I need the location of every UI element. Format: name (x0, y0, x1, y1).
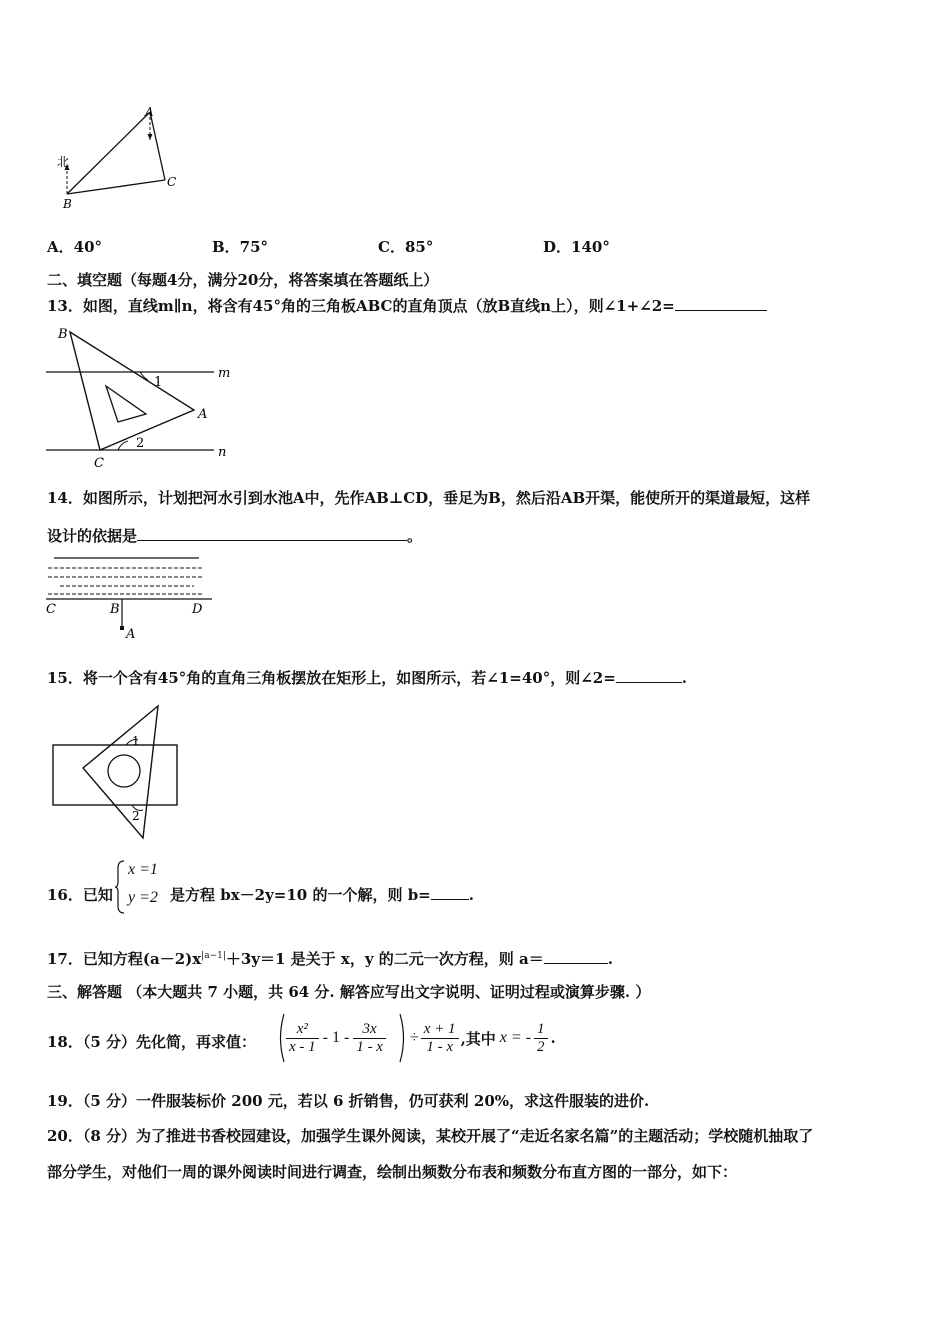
q14-stem-end: 设计的依据是 (47, 527, 138, 545)
q17-period: . (607, 950, 613, 968)
q13-label-a: A (198, 407, 208, 422)
q14-answer-blank (137, 526, 407, 541)
q18-divide: ÷ (410, 1029, 419, 1046)
q12-label-a: A (145, 105, 154, 119)
q14-label-a: A (126, 627, 136, 642)
q18-period: . (550, 1029, 556, 1047)
q20-line-2: 部分学生，对他们一周的课外阅读时间进行调查，绘制出频数分布表和频数分布直方图的一部分，如下： (47, 1163, 738, 1181)
q12-label-north: 北 (57, 155, 70, 169)
q18-expression-2 (410, 1012, 556, 1064)
q14-figure (44, 550, 219, 642)
q18-frac-3-den: 1 - x (426, 1038, 453, 1055)
q13-label-c: C (94, 456, 104, 470)
q13-label-m: m (218, 366, 231, 381)
q16-period: . (468, 886, 474, 904)
q18-frac-3-num: x + 1 (421, 1021, 459, 1039)
q16-prefix: 16．已知 (47, 886, 113, 904)
q12-label-c: C (167, 175, 177, 189)
q17-answer-blank (544, 949, 608, 964)
q18-frac-2-num: 3x (353, 1021, 386, 1039)
q15-label-1: 1 (132, 734, 140, 748)
q18-x-equals: x = - (499, 1029, 532, 1046)
q17-text (47, 946, 613, 969)
q15-answer-blank (616, 668, 682, 683)
q12-figure (55, 102, 185, 214)
q17-stem-b: ＋3y＝1 是关于 x，y 的二元一次方程，则 a＝ (225, 950, 544, 968)
q16-system-eq2: y =2 (128, 889, 158, 906)
q12-option-d: D．140° (543, 238, 610, 256)
q13-label-1: 1 (154, 375, 163, 390)
q18-frac-1 (286, 1021, 319, 1056)
q12-label-b: B (63, 197, 72, 211)
q13-label-b: B (58, 327, 68, 342)
q15-label-2: 2 (132, 809, 140, 823)
q15-stem: 15．将一个含有45°角的直角三角板摆放在矩形上，如图所示，若∠1=40°，则∠2= (47, 669, 616, 687)
q18-frac-3 (421, 1021, 459, 1056)
q16-left-brace (114, 860, 126, 914)
q15-period: . (681, 669, 688, 687)
q13-stem: 13．如图，直线m∥n，将含有45°角的三角板ABC的直角顶点（放B直线n上），则∠1+∠2= (47, 297, 675, 315)
q14-line-2 (47, 526, 422, 546)
q15-text (47, 668, 687, 688)
q18-left-paren (276, 1012, 286, 1064)
q18-minus-one: - 1 - (322, 1029, 350, 1046)
q14-period: 。 (407, 527, 423, 545)
q20-line-1: 20．（8 分）为了推进书香校园建设，加强学生课外阅读，某校开展了“走近名家名篇”的主题活动；学校随机抽取了 (47, 1127, 814, 1145)
q18-mid: ,其中 (460, 1029, 496, 1048)
q18-frac-4-den: 2 (537, 1038, 545, 1055)
q14-line-1: 14．如图所示，计划把河水引到水池A中，先作AB⊥CD，垂足为B，然后沿AB开渠，能使所开的渠道最短，这样 (47, 489, 811, 507)
q16-stem: 是方程 bx－2y=10 的一个解，则 b= (170, 886, 431, 904)
q13-label-n: n (218, 445, 227, 460)
q16-system-eq1: x =1 (128, 861, 158, 878)
q14-label-d: D (192, 602, 203, 617)
q17-exponent: |a−1| (201, 951, 226, 961)
section-2-heading: 二、填空题（每题4分，满分20分，将答案填在答题纸上） (47, 271, 439, 289)
q18-frac-1-num: x² (286, 1021, 319, 1039)
q15-figure (48, 700, 188, 845)
q18-right-paren (398, 1012, 408, 1064)
q12-option-b: B．75° (212, 238, 269, 256)
q13-text (47, 296, 767, 316)
q18-frac-4 (534, 1021, 548, 1056)
q17-stem-a: 17．已知方程(a－2)x (47, 950, 202, 968)
q18-frac-4-num: 1 (534, 1021, 548, 1039)
q18-frac-2-den: 1 - x (356, 1038, 383, 1055)
q18-prefix: 18．（5 分）先化简，再求值： (47, 1033, 257, 1051)
q12-option-c: C．85° (378, 238, 434, 256)
q14-label-c: C (46, 602, 56, 617)
q14-label-b: B (110, 602, 120, 617)
q12-option-a: A．40° (47, 238, 103, 256)
q13-figure (44, 322, 239, 470)
q16-text (170, 885, 474, 905)
q18-frac-2 (353, 1021, 386, 1056)
q19-text: 19．（5 分）一件服装标价 200 元，若以 6 折销售，仍可获利 20%，求这件服装的进价. (47, 1092, 650, 1110)
q13-label-2: 2 (136, 436, 145, 451)
q16-answer-blank (431, 885, 469, 900)
section-3-heading: 三、解答题 （本大题共 7 小题，共 64 分. 解答应写出文字说明、证明过程或演算步骤. ） (47, 983, 651, 1001)
q13-answer-blank (675, 296, 767, 311)
q18-expression (286, 1012, 386, 1064)
q18-frac-1-den: x - 1 (289, 1038, 316, 1055)
